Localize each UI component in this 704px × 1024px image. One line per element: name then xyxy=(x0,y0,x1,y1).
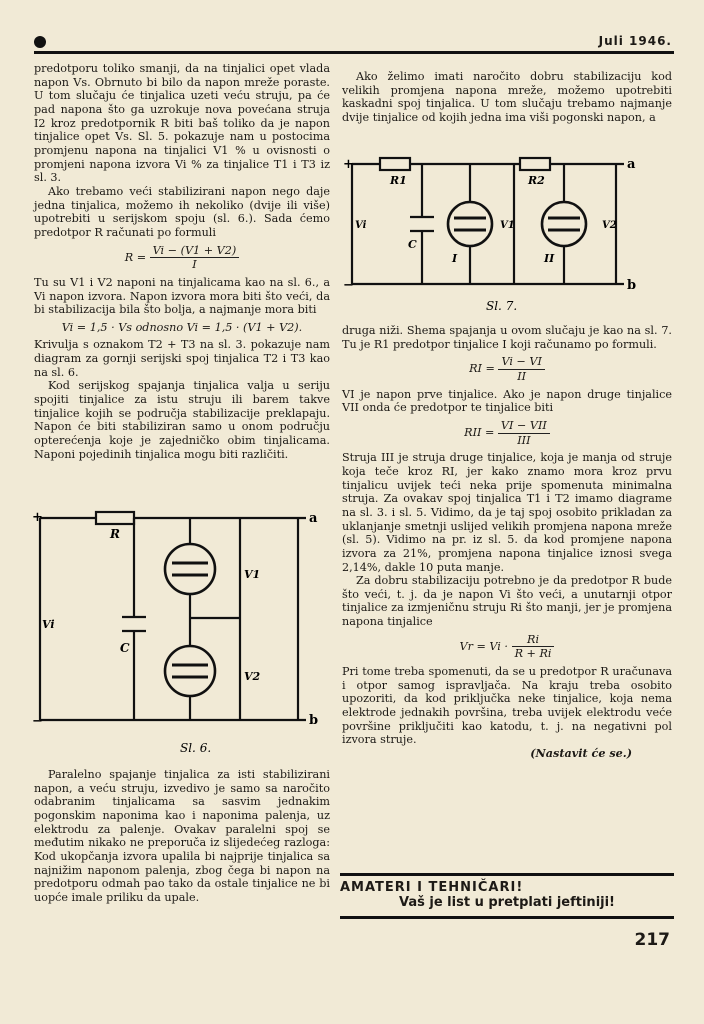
formula-vr-numerator: Ri xyxy=(512,633,555,648)
fig6-r-label: R xyxy=(110,527,120,541)
fig6-v1-label: V1 xyxy=(244,568,261,581)
right-column-top xyxy=(342,70,672,125)
right-paragraph-1: Ako želimo imati naročito dobru stabilizaciju kod velikih promjena napona mreže, možemo upotrebiti kaskadni spoj tinjalica. U tom slučaju trebamo najmanje dvije tinjalice od kojih jedna ima viši pogonski napon, a xyxy=(342,70,672,124)
fig7-plus-label: + xyxy=(343,157,354,172)
header-date: Juli 1946. xyxy=(598,34,672,48)
fig6-plus-label: + xyxy=(32,510,43,525)
formula-r1-numerator: Vi − VI xyxy=(498,355,544,370)
fig6-minus-label: − xyxy=(32,714,43,729)
left-paragraph-3: Tu su V1 i V2 naponi na tinjalicama kao na sl. 6., a Vi napon izvora. Napon izvora mora biti što veći, da bi stabilizacija bila što bolja, a najmanje mora biti xyxy=(34,275,330,317)
formula-r xyxy=(34,244,330,272)
subscription-promo xyxy=(340,873,674,919)
fig7-v1-label: V1 xyxy=(500,220,515,231)
right-paragraph-2: druga niži. Shema spajanja u ovom slučaju je kao na sl. 7. Tu je R1 predotpor tinjalice I koji računamo po formuli. xyxy=(342,324,672,351)
fig6-b-label: b xyxy=(309,713,319,728)
left-paragraph-1: predotporu toliko smanji, da na tinjalici opet vlada napon Vs. Obrnuto bi bilo da napon mreže poraste. U tom slučaju će tinjalica uzeti veću struju, pa će pad napona što ga uzrokuje nova povećana struja I2 kroz predotpornik R biti baš toliko da je napon tinjalice opet Vs. Sl. 5. pokazuje nam u postocima promjenu napona na tinjalici V1 % u ovisnosti o promjeni napona izvora Vi % za tinjalice T1 i T3 iz sl. 3. xyxy=(34,62,330,185)
continued-note: (Nastavit će se.) xyxy=(530,746,632,761)
formula-r-lhs: R = xyxy=(124,250,147,264)
formula-r1-lhs: RI = xyxy=(469,362,495,376)
formula-r1-fraction xyxy=(498,355,544,383)
left-paragraph-5: Kod serijskog spajanja tinjalica valja u seriju spojiti tinjalice za istu struju ili barem takve tinjalice kojih se područja stabilizacije preklapaju. Napon će biti stabiliziran samo u onom području opterećenja koje je zajedničko obim tinjalicama. Naponi pojedinih tinjalica mogu biti različiti. xyxy=(34,379,330,461)
fig6-vi-label: Vi xyxy=(42,618,55,631)
fig6-c-label: C xyxy=(120,641,130,655)
left-paragraph-6: Paralelno spajanje tinjalica za isti stabilizirani napon, a veću struju, izvedivo je samo sa naročito odabranim tinjalicama sa sasvim jednakim pogonskim naponima kao i naponima palenja, uz elektrodu za palenje. Ovakav paralelni spoj se međutim nikako ne preporuča iz slijedećeg razloga: Kod ukopčanja izvora upalila bi najprije tinjalica sa najnižim naponom palenja, zbog čega bi napon na predotporu odmah pao tako da ostale tinjalice ne bi uopće imale priliku da upale. xyxy=(34,768,330,904)
formula-vr-denominator: R + Ri xyxy=(514,647,552,661)
formula-r1-denominator: II xyxy=(517,369,527,383)
left-column-top xyxy=(34,62,330,461)
formula-r1 xyxy=(342,355,672,383)
right-paragraph-5: Za dobru stabilizaciju potrebno je da predotpor R bude što veći, t. j. da je napon Vi što veći, a unutarnji otpor tinjalice za izmjeničnu struju Ri što manji, jer je promjena napona tinjalice xyxy=(342,574,672,629)
fig7-r1-label: R1 xyxy=(390,174,407,187)
left-paragraph-2: Ako trebamo veći stabilizirani napon nego daje jedna tinjalica, možemo ih nekoliko (dvije ili više) upotrebiti u serijskom spoju (sl. 6.). Sada ćemo predotpor R računati po formuli xyxy=(34,184,330,239)
formula-vr-fraction xyxy=(512,633,555,661)
fig7-minus-label: − xyxy=(343,278,354,293)
fig7-b-label: b xyxy=(627,278,637,293)
figure-6 xyxy=(30,506,330,762)
fig6-a-label: a xyxy=(309,511,318,526)
page-bullet xyxy=(34,36,46,48)
right-column-bottom xyxy=(342,324,672,761)
promo-line-1: AMATERI I TEHNIČARI! xyxy=(340,880,524,895)
formula-vi: Vi = 1,5 · Vs odnosno Vi = 1,5 · (V1 + V2). xyxy=(61,320,303,334)
formula-r2 xyxy=(342,419,672,447)
fig7-c-label: C xyxy=(408,238,417,251)
fig6-caption: Sl. 6. xyxy=(180,741,212,755)
left-column-bottom xyxy=(34,768,330,905)
fig7-vi-label: Vi xyxy=(355,220,367,231)
formula-r-denominator: I xyxy=(192,258,197,272)
fig7-v2-label: V2 xyxy=(602,220,617,231)
right-paragraph-6: Pri tome treba spomenuti, da se u predotpor R uračunava i otpor samog ispravljača. Na kraju treba osobito upozoriti, da kod priključka neke tinjalice, koja nema elektrode jednakih površina, treba uvijek elektrodu veće površine priključiti kao katodu, t. j. na negativni pol izvora struje. xyxy=(342,665,672,747)
formula-r-numerator: Vi − (V1 + V2) xyxy=(150,244,240,259)
right-paragraph-3: VI je napon prve tinjalice. Ako je napon druge tinjalice VII onda će predotpor te tinjalice biti xyxy=(342,387,672,415)
formula-r2-lhs: RII = xyxy=(464,426,495,440)
left-paragraph-4: Krivulja s oznakom T2 + T3 na sl. 3. pokazuje nam diagram za gornji serijski spoj tinjalica T2 i T3 kao na sl. 6. xyxy=(34,338,330,379)
page-number: 217 xyxy=(634,930,670,950)
fig7-ii-label: II xyxy=(544,252,555,265)
fig7-a-label: a xyxy=(627,157,636,172)
formula-r-fraction xyxy=(150,244,240,272)
formula-r2-denominator: III xyxy=(517,433,531,447)
fig7-i-label: I xyxy=(452,252,458,265)
header-rule xyxy=(34,51,674,54)
promo-line-2: Vaš je list u pretplati jeftiniji! xyxy=(399,895,615,910)
formula-vr xyxy=(342,633,672,661)
formula-r2-fraction xyxy=(498,419,550,447)
fig7-caption: Sl. 7. xyxy=(486,299,518,313)
fig7-r2-label: R2 xyxy=(528,174,545,187)
right-paragraph-4: Struja III je struja druge tinjalice, koja je manja od struje koja teče kroz RI, jer kako znamo mora kroz prvu tinjalicu uvijek teći neka prije spomenuta minimalna struja. Za ovakav spoj tinjalica T1 i T2 imamo diagrame na sl. 3. i sl. 5. Vidimo, da je taj spoj osobito prikladan za uklanjanje smetnji uslijed velikih promjena napona mreže (sl. 5). Vidimo na pr. iz sl. 5. da kod promjene napona izvora za 21%, promjena napona tinjalice iznosi svega 2,14%, dakle 10 puta manje. xyxy=(342,451,672,574)
formula-vr-lhs: Vr = Vi · xyxy=(459,639,508,653)
fig6-v2-label: V2 xyxy=(244,670,261,683)
figure-7 xyxy=(340,150,674,318)
formula-r2-numerator: VI − VII xyxy=(498,419,550,434)
